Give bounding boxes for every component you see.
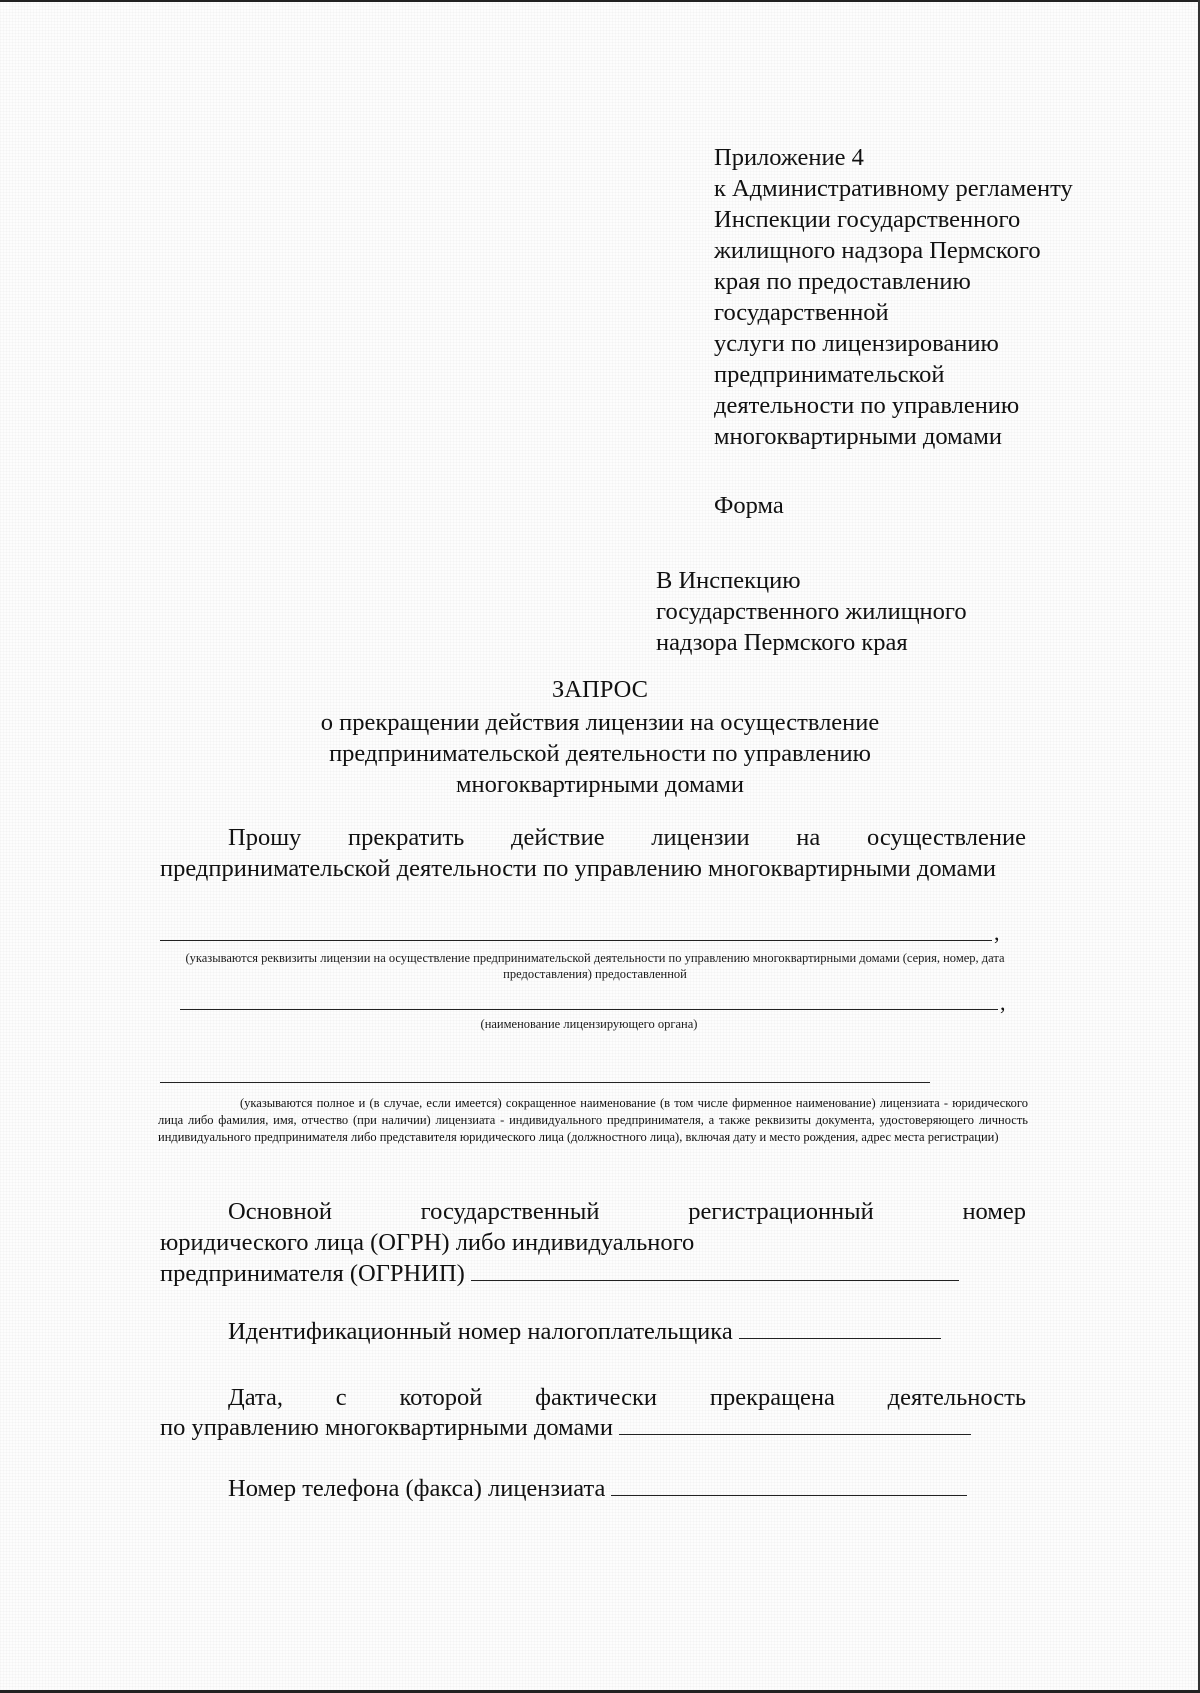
inn-label: Идентификационный номер налогоплательщика	[228, 1318, 733, 1345]
ogrn-word: Основной	[228, 1198, 332, 1225]
request-paragraph: Прошу прекратить действие лицензии на осуществление предпринимательской деятельности по управлению многоквартирными домами	[160, 824, 1026, 882]
appendix-line: деятельности по управлению	[714, 392, 1020, 419]
inn-row	[228, 1316, 941, 1347]
date-word: прекращена	[709, 1384, 835, 1411]
appendix-line: Инспекции государственного	[714, 206, 1021, 233]
ogrn-word: государственный	[420, 1198, 600, 1225]
document-subtitle	[0, 707, 1200, 800]
termination-date-label: по управлению многоквартирными домами	[160, 1414, 613, 1441]
addressee-line: В Инспекцию	[656, 567, 801, 594]
termination-date-field[interactable]	[619, 1412, 971, 1435]
appendix-line: Приложение 4	[714, 144, 864, 171]
date-word: деятельность	[887, 1384, 1026, 1411]
subtitle-line: предпринимательской деятельности по управлению	[329, 740, 871, 767]
addressee-line: надзора Пермского края	[656, 629, 908, 656]
appendix-line: государственной	[714, 299, 889, 326]
termination-date-row	[160, 1412, 971, 1443]
document-title: ЗАПРОС	[552, 676, 648, 703]
appendix-line: предпринимательской	[714, 361, 945, 388]
appendix-line: жилищного надзора Пермского	[714, 237, 1041, 264]
phone-row	[228, 1473, 967, 1504]
licensing-body-field[interactable]	[180, 1009, 998, 1010]
appendix-line: к Административному регламенту	[714, 175, 1073, 202]
licensing-body-note: (наименование лицензирующего органа)	[480, 1017, 698, 1031]
appendix-line: края по предоставлению	[714, 268, 971, 295]
license-details-field[interactable]	[160, 940, 992, 941]
subtitle-line: многоквартирными домами	[456, 771, 744, 798]
termination-date-line1	[228, 1382, 1026, 1413]
subtitle-line: о прекращении действия лицензии на осуществление	[320, 709, 880, 736]
licensee-details-note: (указываются полное и (в случае, если имеется) сокращенное наименование (в том числе фирменное наименование) лицензиата - юридического лица либо фамилия, имя, отчество (при наличии) лицензиата - индивидуального предпринимателя, а также реквизиты документа, удостоверяющего личность индивидуального предпринимателя либо представителя юридического лица (должностного лица), включая дату и место рождения, адрес места регистрации)	[158, 1096, 1028, 1144]
ogrn-row	[160, 1258, 959, 1289]
license-details-note: (указываются реквизиты лицензии на осуществление предпринимательской деятельности по управлению многоквартирными домами (серия, номер, дата предоставления) предоставленной	[185, 951, 1005, 981]
addressee-block	[656, 565, 967, 658]
licensee-details-field[interactable]	[160, 1082, 930, 1083]
form-label: Форма	[714, 492, 784, 519]
ogrn-word: номер	[962, 1198, 1026, 1225]
inn-field[interactable]	[739, 1316, 941, 1339]
comma-mark: ,	[994, 920, 1000, 945]
ogrn-word: регистрационный	[688, 1198, 874, 1225]
appendix-line: многоквартирными домами	[714, 423, 1002, 450]
appendix-line: услуги по лицензированию	[714, 330, 999, 357]
ogrn-label-line2: юридического лица (ОГРН) либо индивидуального	[160, 1229, 695, 1256]
date-word: Дата,	[228, 1384, 283, 1411]
ogrn-label-line1	[228, 1196, 1026, 1227]
date-word: фактически	[535, 1384, 658, 1411]
phone-field[interactable]	[611, 1473, 967, 1496]
scan-edge-top	[0, 0, 1200, 2]
ogrn-field[interactable]	[471, 1258, 959, 1281]
date-word: которой	[399, 1384, 483, 1411]
comma-mark: ,	[1000, 990, 1006, 1015]
ogrn-label-line3: предпринимателя (ОГРНИП)	[160, 1260, 465, 1287]
appendix-header	[714, 142, 1134, 452]
date-word: с	[335, 1384, 347, 1411]
phone-label: Номер телефона (факса) лицензиата	[228, 1475, 606, 1502]
addressee-line: государственного жилищного	[656, 598, 967, 625]
